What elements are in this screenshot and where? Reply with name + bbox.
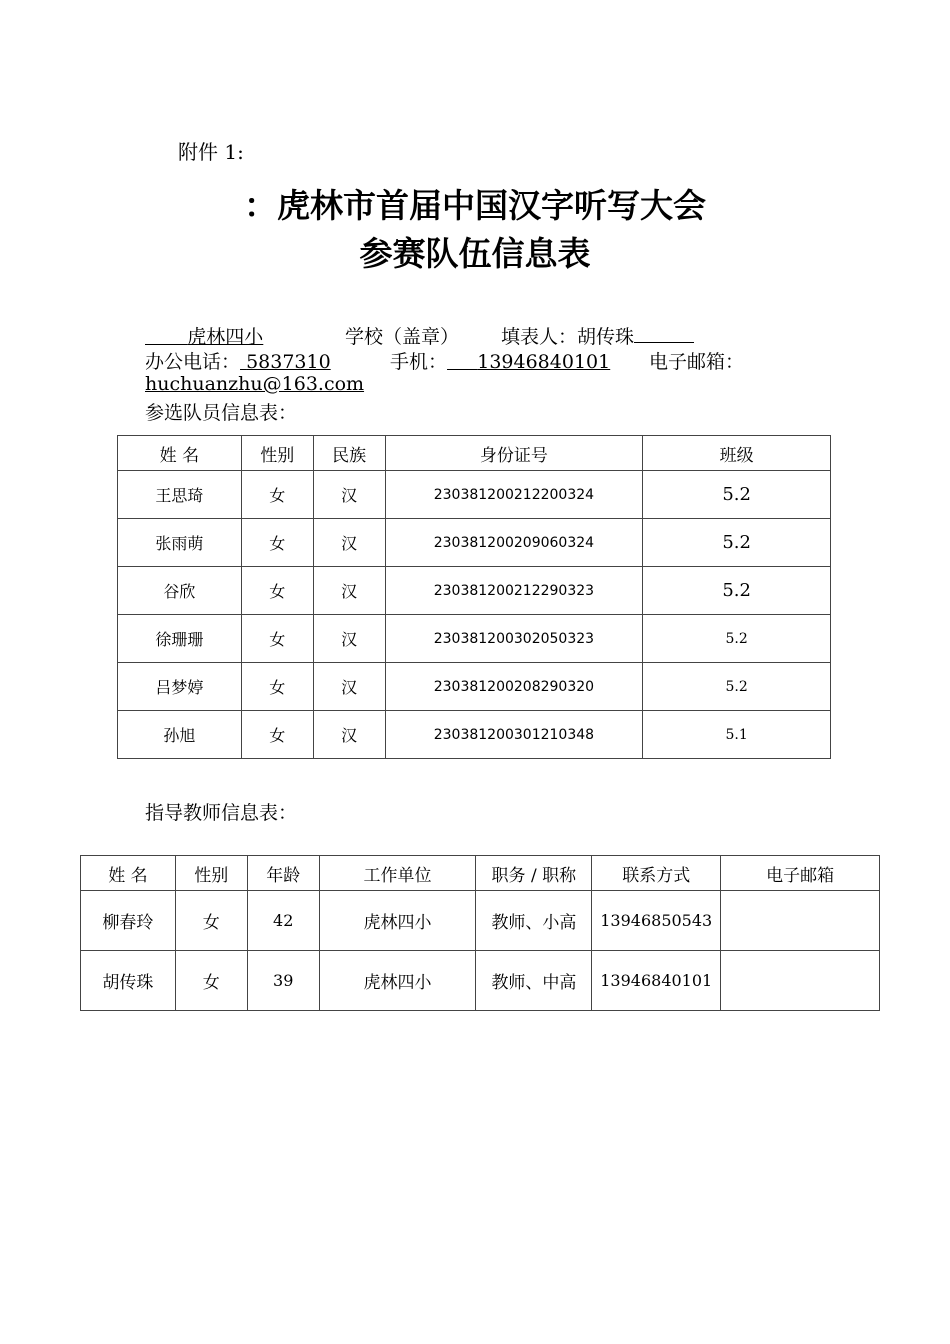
office-phone: 5837310 [246, 351, 331, 373]
table-header-row [81, 856, 880, 891]
mobile-field [447, 351, 649, 373]
filler-label: 填表人：胡传珠 [501, 326, 635, 348]
student-gender: 女 [241, 615, 313, 663]
table-row [118, 615, 831, 663]
col-header-unit: 工作单位 [319, 856, 476, 891]
col-header-contact: 联系方式 [592, 856, 721, 891]
teacher-unit: 虎林四小 [319, 891, 476, 951]
student-class: 5.1 [643, 711, 831, 759]
page-subtitle: 参赛队伍信息表 [359, 234, 591, 273]
mobile-label: 手机： [390, 351, 448, 373]
school-suffix: 学校（盖章） [345, 326, 460, 348]
student-id: 230381200208290320 [385, 663, 643, 711]
col-header-ethnicity: 民族 [313, 436, 385, 471]
col-header-name: 姓 名 [81, 856, 176, 891]
student-ethnicity: 汉 [313, 519, 385, 567]
student-name: 王思琦 [118, 471, 242, 519]
teacher-email [721, 951, 880, 1011]
student-gender: 女 [241, 663, 313, 711]
teacher-title: 教师、小高 [476, 891, 592, 951]
col-header-id: 身份证号 [385, 436, 643, 471]
student-gender: 女 [241, 567, 313, 615]
table-row [81, 891, 880, 951]
teacher-email [721, 891, 880, 951]
table-row [118, 567, 831, 615]
col-header-gender: 性别 [241, 436, 313, 471]
teacher-unit: 虎林四小 [319, 951, 476, 1011]
col-header-age: 年龄 [247, 856, 319, 891]
teachers-table [80, 855, 880, 1011]
students-heading: 参选队员信息表： [145, 402, 298, 424]
office-phone-field [240, 351, 390, 373]
student-class: 5.2 [643, 663, 831, 711]
table-row [118, 519, 831, 567]
student-ethnicity: 汉 [313, 567, 385, 615]
teacher-age: 42 [247, 891, 319, 951]
student-name: 吕梦婷 [118, 663, 242, 711]
school-name-field [145, 322, 345, 349]
contact-info-row [145, 347, 744, 374]
table-row [81, 951, 880, 1011]
student-name: 谷欣 [118, 567, 242, 615]
col-header-gender: 性别 [175, 856, 247, 891]
teacher-name: 柳春玲 [81, 891, 176, 951]
table-header-row [118, 436, 831, 471]
student-name: 孙旭 [118, 711, 242, 759]
student-ethnicity: 汉 [313, 663, 385, 711]
mobile-number: 13946840101 [477, 351, 611, 373]
school-name: 虎林四小 [187, 326, 264, 348]
teacher-age: 39 [247, 951, 319, 1011]
teacher-contact: 13946840101 [592, 951, 721, 1011]
teacher-title: 教师、中高 [476, 951, 592, 1011]
filler-underline [634, 324, 694, 343]
student-id: 230381200212290323 [385, 567, 643, 615]
student-id: 230381200212200324 [385, 471, 643, 519]
teacher-gender: 女 [175, 891, 247, 951]
email-value[interactable]: huchuanzhu@163.com [145, 373, 365, 395]
teacher-name: 胡传珠 [81, 951, 176, 1011]
student-gender: 女 [241, 519, 313, 567]
email-label: 电子邮箱： [649, 351, 745, 373]
student-ethnicity: 汉 [313, 711, 385, 759]
col-header-class: 班级 [643, 436, 831, 471]
table-row [118, 711, 831, 759]
teacher-gender: 女 [175, 951, 247, 1011]
students-table [117, 435, 831, 759]
col-header-email: 电子邮箱 [721, 856, 880, 891]
email-row [145, 373, 400, 395]
school-info-row [145, 322, 694, 349]
page-title: ：虎林市首届中国汉字听写大会 [244, 186, 706, 225]
col-header-title: 职务 / 职称 [476, 856, 592, 891]
annex-label: 附件 1: [178, 140, 244, 164]
student-id: 230381200301210348 [385, 711, 643, 759]
teacher-contact: 13946850543 [592, 891, 721, 951]
office-phone-label: 办公电话： [145, 351, 241, 373]
student-ethnicity: 汉 [313, 615, 385, 663]
student-name: 张雨萌 [118, 519, 242, 567]
student-id: 230381200302050323 [385, 615, 643, 663]
student-name: 徐珊珊 [118, 615, 242, 663]
student-id: 230381200209060324 [385, 519, 643, 567]
student-class: 5.2 [643, 471, 831, 519]
table-row [118, 663, 831, 711]
student-gender: 女 [241, 711, 313, 759]
student-gender: 女 [241, 471, 313, 519]
teachers-heading: 指导教师信息表： [145, 802, 298, 824]
col-header-name: 姓 名 [118, 436, 242, 471]
student-class: 5.2 [643, 567, 831, 615]
student-class: 5.2 [643, 615, 831, 663]
table-row [118, 471, 831, 519]
student-class: 5.2 [643, 519, 831, 567]
student-ethnicity: 汉 [313, 471, 385, 519]
